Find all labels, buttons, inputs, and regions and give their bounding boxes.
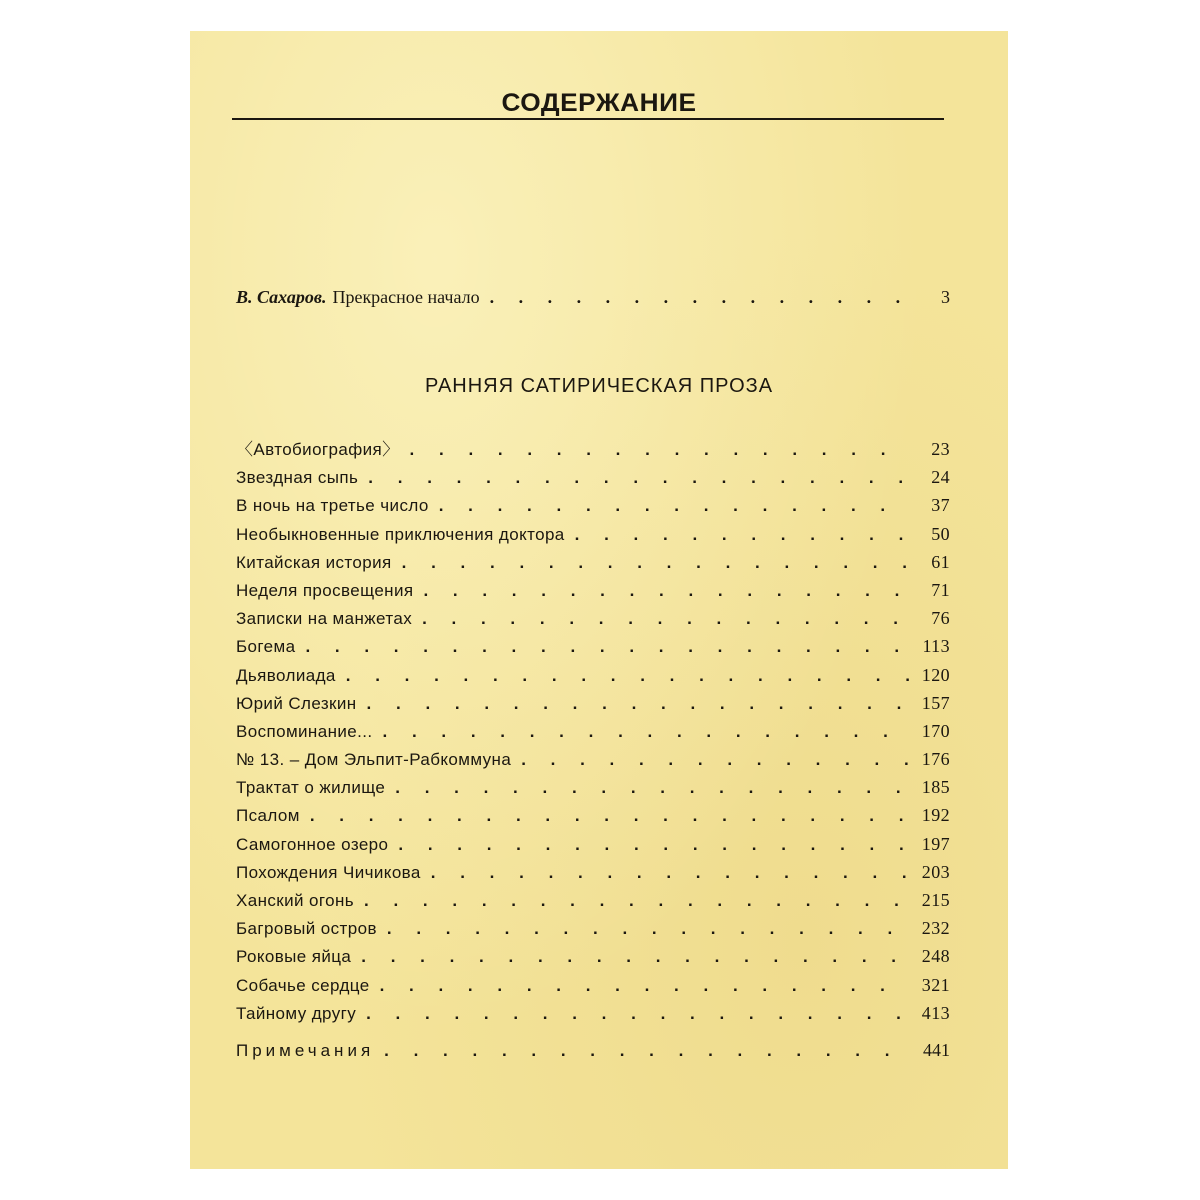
toc-page-number: 232 [921,918,950,939]
dot-leader [423,577,910,605]
dot-leader [367,690,910,718]
toc-page-number: 157 [921,692,950,713]
page-title: СОДЕРЖАНИЕ [501,89,697,117]
toc-page-number: 71 [931,579,950,600]
dot-leader [361,943,910,971]
toc-row [236,717,950,745]
toc-page-number: 24 [931,467,950,488]
toc-page-number: 23 [931,439,950,459]
dot-leader [410,436,910,464]
toc-row [236,661,950,689]
toc-row [236,773,950,801]
toc-row [236,491,950,519]
dot-leader [402,549,910,577]
toc-page-number: 120 [921,664,950,685]
toc-page-number: 321 [921,974,950,995]
toc-row [236,942,950,970]
notes-title: Примечания [236,1041,375,1060]
toc-row [236,971,950,999]
toc-page-number: 61 [931,551,950,572]
toc-page-number: 413 [921,1002,950,1023]
intro-author: В. Сахаров. [236,287,327,307]
dot-leader [384,1041,910,1061]
dot-leader [490,287,910,308]
intro-page-number: 3 [941,287,950,307]
intro-entry [236,287,950,308]
toc-row [236,886,950,914]
toc-entry-title: Записки на манжетах [236,609,413,629]
dot-leader [305,633,910,661]
toc-row [236,830,950,858]
dot-leader [439,492,910,520]
dot-leader [383,718,911,746]
title-rule [232,118,944,120]
intro-title: Прекрасное начало [332,287,480,307]
notes-page-number: 441 [923,1040,950,1060]
toc-entry-title: Необыкновенные приключения доктора [236,524,565,544]
dot-leader [575,521,910,549]
toc-entry-title: Звездная сыпь [236,468,359,488]
section-heading: РАННЯЯ САТИРИЧЕСКАЯ ПРОЗА [424,375,774,397]
toc-list [236,435,950,1027]
toc-entry-title: 〈Автобиография〉 [236,440,400,459]
toc-row [236,520,950,548]
toc-page-number: 185 [921,777,950,798]
toc-entry-title: № 13. – Дом Эльпит-Рабкоммуна [236,750,512,770]
dot-leader [310,802,910,830]
toc-page-number: 113 [922,636,950,657]
toc-row [236,689,950,717]
toc-entry-title: Багровый остров [236,919,377,939]
toc-row [236,858,950,886]
toc-page-number: 197 [921,833,950,854]
dot-leader [364,887,910,915]
toc-row [236,576,950,604]
toc-entry-title: Самогонное озеро [236,834,389,854]
toc-row [236,435,950,463]
toc-page-number: 50 [931,523,950,544]
toc-entry-title: Тайному другу [236,1003,357,1023]
dot-leader [521,746,910,774]
toc-entry-title: Дьяволиада [236,665,336,685]
toc-page-number: 76 [931,608,950,629]
toc-entry-title: Роковые яйца [236,947,352,967]
toc-entry-title: Трактат о жилище [236,778,386,798]
toc-page-number: 170 [921,720,950,741]
toc-page-number: 176 [921,749,950,770]
dot-leader [368,464,910,492]
toc-page-number: 192 [921,805,950,826]
toc-page-number: 215 [921,890,950,910]
dot-leader [422,605,910,633]
toc-entry-title: Ханский огонь [236,891,355,910]
dot-leader [380,972,910,1000]
toc-entry-title: Китайская история [236,552,392,572]
toc-page-number: 248 [921,946,950,967]
dot-leader [346,662,910,690]
dot-leader [395,774,910,802]
toc-row [236,463,950,491]
toc-entry-title: В ночь на третье число [236,496,429,516]
dot-leader [366,1000,910,1028]
toc-row [236,999,950,1027]
toc-row [236,604,950,632]
toc-entry-title: Богема [236,637,296,657]
toc-row [236,632,950,660]
toc-entry-title: Похождения Чичикова [236,862,421,882]
toc-row [236,745,950,773]
toc-row [236,801,950,829]
toc-page-number: 37 [931,495,950,516]
toc-entry-title: Юрий Слезкин [236,693,357,713]
toc-row [236,548,950,576]
toc-page-number: 203 [921,861,950,882]
dot-leader [431,859,910,887]
dot-leader [387,915,910,943]
toc-entry-title: Собачье сердце [236,975,370,995]
toc-entry-title: Псалом [236,806,300,826]
toc-row [236,914,950,942]
book-page [190,31,1008,1169]
toc-entry-title: Воспоминание... [236,721,373,741]
dot-leader [398,831,910,859]
notes-entry [236,1040,950,1061]
toc-entry-title: Неделя просвещения [236,580,414,600]
